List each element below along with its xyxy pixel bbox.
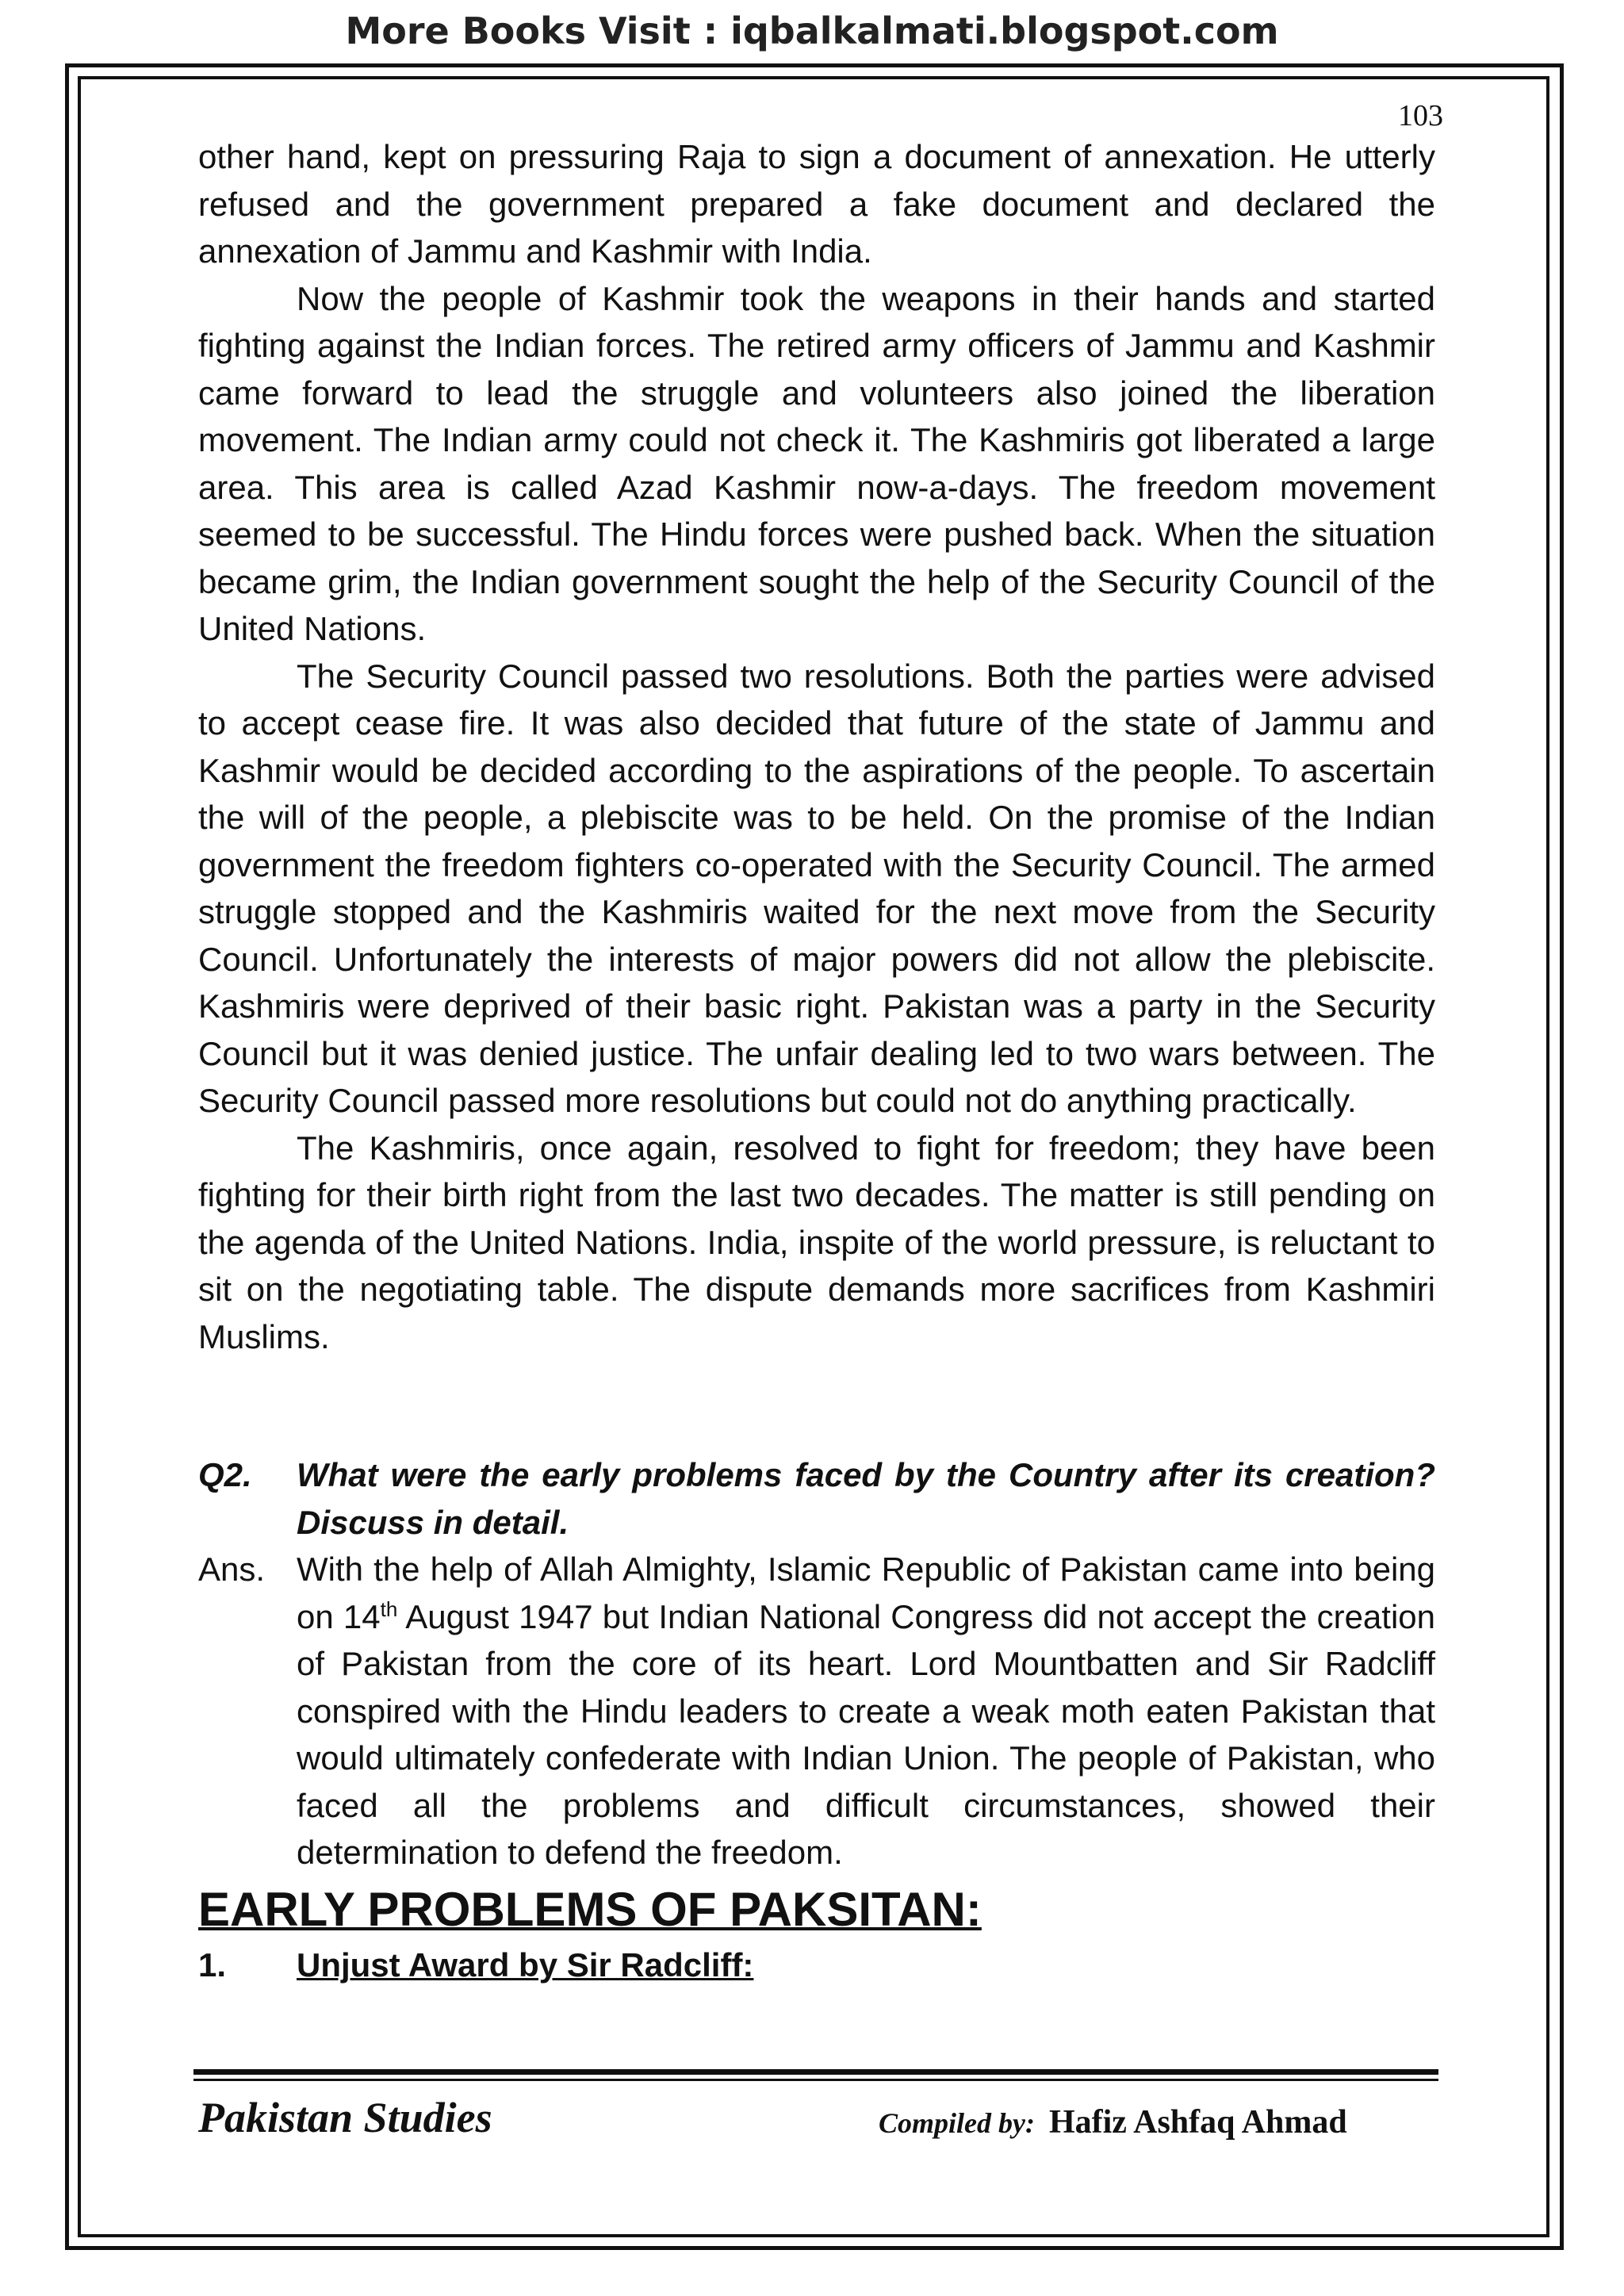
footer-compiled-label: Compiled by: — [879, 2107, 1035, 2139]
answer-text-part: August 1947 but Indian National Congress did not accept the creation of Pakistan from the core of its heart. Lord Mountbatten and Sir Radcliff conspired with the Hindu leaders to create a weak moth eaten Pakistan that would ultimately confederate with Indian Union. The people of Pakistan, who faced all the problems and difficult circumstances, showed their determination to defend the freedom. — [297, 1597, 1435, 1871]
question-answer-block — [198, 1451, 1435, 1876]
subheading-title: Unjust Award by Sir Radcliff: — [297, 1946, 754, 1984]
website-banner: More Books Visit : iqbalkalmati.blogspot.com — [345, 10, 1279, 52]
answer — [198, 1546, 1435, 1876]
question — [198, 1451, 1435, 1546]
answer-label: Ans. — [198, 1550, 266, 1588]
footer-rule-thin — [193, 2079, 1438, 2081]
subheading-number: 1. — [198, 1946, 227, 1984]
paragraph: Now the people of Kashmir took the weapons in their hands and started fighting against the Indian forces. The retired army officers of Jammu and Kashmir came forward to lead the struggle and volunteers also joined the liberation movement. The Indian army could not check it. The Kashmiris got liberated a large area. This area is called Azad Kashmir now-a-days. The freedom movement seemed to be successful. The Hindu forces were pushed back. When the situation became grim, the Indian government sought the help of the Security Council of the United Nations. — [198, 279, 1435, 647]
ordinal-superscript: th — [380, 1596, 398, 1621]
paragraph: other hand, kept on pressuring Raja to sign a document of annexation. He utterly refused and the government prepared a fake document and declared the annexation of Jammu and Kashmir with India. — [198, 138, 1435, 270]
footer-credit — [879, 2099, 1347, 2147]
question-label: Q2. — [198, 1456, 252, 1493]
page-number: 103 — [1398, 99, 1443, 132]
paragraph: The Kashmiris, once again, resolved to fight for freedom; they have been fighting for their birth right from the last two decades. The matter is still pending on the agenda of the United Nations. India, inspite of the world pressure, is reluctant to sit on the negotiating table. The dispute demands more sacrifices from Kashmiri Muslims. — [198, 1129, 1435, 1355]
body-text — [198, 133, 1435, 1360]
question-text: What were the early problems faced by the Country after its creation? Discuss in detail. — [297, 1456, 1435, 1541]
section-heading: EARLY PROBLEMS OF PAKSITAN: — [198, 1883, 982, 1936]
footer-book-title: Pakistan Studies — [198, 2094, 492, 2141]
subheading — [198, 1941, 1435, 1989]
footer-author: Hafiz Ashfaq Ahmad — [1048, 2104, 1347, 2141]
answer-text-part: With the help of Allah Almighty, Islamic Republic of Pakistan came into being on 14 — [297, 1550, 1435, 1635]
answer-text — [297, 1546, 1435, 1876]
footer-rule-thick — [193, 2069, 1438, 2075]
paragraph: The Security Council passed two resolutions. Both the parties were advised to accept cease fire. It was also decided that future of the state of Jammu and Kashmir would be decided according to the aspirations of the people. To ascertain the will of the people, a plebiscite was to be held. On the promise of the Indian government the freedom fighters co-operated with the Security Council. The armed struggle stopped and the Kashmiris waited for the next move from the Security Council. Unfortunately the interests of major powers did not allow the plebiscite. Kashmiris were deprived of their basic right. Pakistan was a party in the Security Council but it was denied justice. The unfair dealing led to two wars between. The Security Council passed more resolutions but could not do anything practically. — [198, 657, 1435, 1119]
